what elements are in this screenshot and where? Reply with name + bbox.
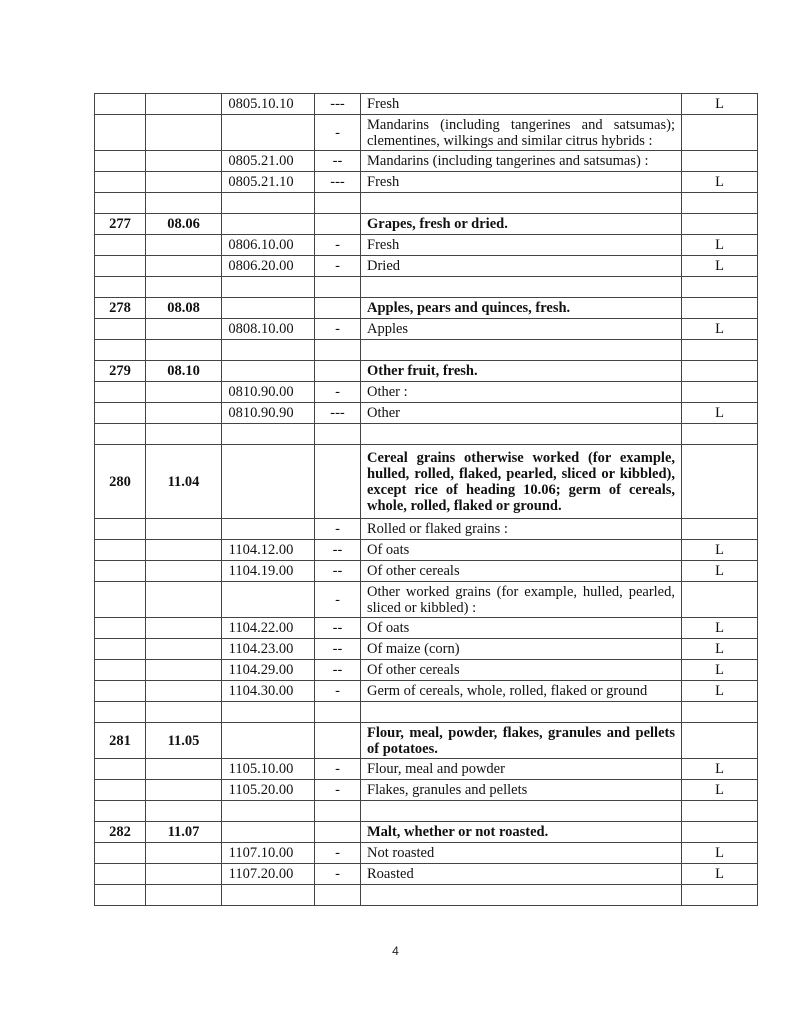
heading-number-cell	[146, 235, 222, 256]
note-cell: L	[682, 235, 758, 256]
hs-code-cell: 1105.10.00	[222, 759, 315, 780]
hs-code-cell: 1107.20.00	[222, 864, 315, 885]
dash-level-cell	[315, 801, 361, 822]
description-cell	[361, 885, 682, 906]
serial-number-cell	[95, 403, 146, 424]
description-cell	[361, 277, 682, 298]
note-cell: L	[682, 864, 758, 885]
note-cell	[682, 424, 758, 445]
serial-number-cell: 280	[95, 445, 146, 519]
heading-number-cell	[146, 277, 222, 298]
description-cell: Other worked grains (for example, hulled, pearled, sliced or kibbled) :	[361, 582, 682, 618]
dash-level-cell: -	[315, 864, 361, 885]
serial-number-cell	[95, 639, 146, 660]
serial-number-cell	[95, 681, 146, 702]
heading-number-cell	[146, 193, 222, 214]
description-cell: Flour, meal and powder	[361, 759, 682, 780]
description-cell: Other :	[361, 382, 682, 403]
heading-number-cell	[146, 864, 222, 885]
dash-level-cell: -	[315, 582, 361, 618]
table-row	[95, 403, 758, 424]
hs-code-cell	[222, 424, 315, 445]
serial-number-cell	[95, 172, 146, 193]
table-row	[95, 759, 758, 780]
heading-number-cell: 11.05	[146, 723, 222, 759]
serial-number-cell	[95, 256, 146, 277]
serial-number-cell	[95, 94, 146, 115]
description-cell: Mandarins (including tangerines and satsumas) :	[361, 151, 682, 172]
dash-level-cell: --	[315, 639, 361, 660]
hs-code-cell: 0806.10.00	[222, 235, 315, 256]
description-cell: Other	[361, 403, 682, 424]
note-cell	[682, 445, 758, 519]
hs-code-cell: 1104.30.00	[222, 681, 315, 702]
heading-number-cell	[146, 424, 222, 445]
heading-number-cell	[146, 681, 222, 702]
heading-number-cell	[146, 702, 222, 723]
hs-code-cell	[222, 519, 315, 540]
note-cell: L	[682, 639, 758, 660]
table-row	[95, 382, 758, 403]
heading-number-cell	[146, 639, 222, 660]
serial-number-cell	[95, 340, 146, 361]
hs-code-cell	[222, 445, 315, 519]
description-cell: Fresh	[361, 172, 682, 193]
description-cell	[361, 193, 682, 214]
note-cell	[682, 885, 758, 906]
serial-number-cell	[95, 319, 146, 340]
hs-code-cell: 0805.21.10	[222, 172, 315, 193]
hs-code-cell	[222, 801, 315, 822]
dash-level-cell: -	[315, 843, 361, 864]
heading-number-cell	[146, 780, 222, 801]
serial-number-cell	[95, 561, 146, 582]
dash-level-cell: -	[315, 256, 361, 277]
description-cell: Apples, pears and quinces, fresh.	[361, 298, 682, 319]
hs-code-cell	[222, 277, 315, 298]
note-cell: L	[682, 561, 758, 582]
serial-number-cell	[95, 115, 146, 151]
note-cell	[682, 723, 758, 759]
serial-number-cell	[95, 864, 146, 885]
hs-code-cell: 0810.90.90	[222, 403, 315, 424]
dash-level-cell	[315, 885, 361, 906]
page-number: 4	[392, 944, 399, 958]
note-cell	[682, 702, 758, 723]
serial-number-cell	[95, 193, 146, 214]
hs-code-cell	[222, 214, 315, 235]
dash-level-cell: ---	[315, 403, 361, 424]
table-row	[95, 540, 758, 561]
dash-level-cell: -	[315, 115, 361, 151]
serial-number-cell	[95, 885, 146, 906]
note-cell	[682, 115, 758, 151]
serial-number-cell: 279	[95, 361, 146, 382]
heading-number-cell	[146, 618, 222, 639]
table-row	[95, 151, 758, 172]
note-cell: L	[682, 403, 758, 424]
hs-code-cell: 1104.29.00	[222, 660, 315, 681]
description-cell: Cereal grains otherwise worked (for example, hulled, rolled, flaked, pearled, sliced or kibbled), except rice of heading 10.06; germ of cereals, whole, rolled, flaked or ground.	[361, 445, 682, 519]
dash-level-cell	[315, 723, 361, 759]
dash-level-cell	[315, 214, 361, 235]
hs-code-cell: 1104.23.00	[222, 639, 315, 660]
hs-code-cell: 0810.90.00	[222, 382, 315, 403]
serial-number-cell: 278	[95, 298, 146, 319]
dash-level-cell: ---	[315, 94, 361, 115]
description-cell: Of oats	[361, 540, 682, 561]
table-row	[95, 822, 758, 843]
heading-number-cell: 08.10	[146, 361, 222, 382]
serial-number-cell	[95, 151, 146, 172]
serial-number-cell: 277	[95, 214, 146, 235]
description-cell: Malt, whether or not roasted.	[361, 822, 682, 843]
heading-number-cell	[146, 256, 222, 277]
dash-level-cell: -	[315, 319, 361, 340]
note-cell: L	[682, 540, 758, 561]
description-cell: Mandarins (including tangerines and satsumas); clementines, wilkings and similar citrus hybrids :	[361, 115, 682, 151]
serial-number-cell	[95, 235, 146, 256]
description-cell: Grapes, fresh or dried.	[361, 214, 682, 235]
dash-level-cell: --	[315, 618, 361, 639]
description-cell	[361, 801, 682, 822]
tariff-table	[94, 93, 758, 906]
dash-level-cell	[315, 277, 361, 298]
dash-level-cell: -	[315, 780, 361, 801]
serial-number-cell	[95, 424, 146, 445]
heading-number-cell: 11.07	[146, 822, 222, 843]
hs-code-cell: 1104.19.00	[222, 561, 315, 582]
tariff-table-body	[95, 94, 758, 906]
dash-level-cell: -	[315, 519, 361, 540]
table-row	[95, 193, 758, 214]
note-cell: L	[682, 780, 758, 801]
dash-level-cell: --	[315, 561, 361, 582]
table-row	[95, 94, 758, 115]
table-row	[95, 172, 758, 193]
serial-number-cell	[95, 519, 146, 540]
table-row	[95, 214, 758, 235]
heading-number-cell	[146, 403, 222, 424]
dash-level-cell	[315, 822, 361, 843]
hs-code-cell	[222, 361, 315, 382]
description-cell	[361, 340, 682, 361]
note-cell: L	[682, 256, 758, 277]
description-cell: Apples	[361, 319, 682, 340]
serial-number-cell	[95, 618, 146, 639]
description-cell: Fresh	[361, 94, 682, 115]
description-cell: Other fruit, fresh.	[361, 361, 682, 382]
hs-code-cell	[222, 340, 315, 361]
description-cell	[361, 702, 682, 723]
heading-number-cell	[146, 660, 222, 681]
note-cell	[682, 298, 758, 319]
table-row	[95, 582, 758, 618]
note-cell	[682, 193, 758, 214]
description-cell: Fresh	[361, 235, 682, 256]
table-row	[95, 885, 758, 906]
description-cell: Rolled or flaked grains :	[361, 519, 682, 540]
serial-number-cell	[95, 780, 146, 801]
description-cell: Of other cereals	[361, 660, 682, 681]
serial-number-cell	[95, 540, 146, 561]
serial-number-cell	[95, 702, 146, 723]
heading-number-cell	[146, 885, 222, 906]
table-row	[95, 780, 758, 801]
hs-code-cell: 0805.21.00	[222, 151, 315, 172]
heading-number-cell	[146, 94, 222, 115]
heading-number-cell: 08.06	[146, 214, 222, 235]
note-cell: L	[682, 172, 758, 193]
table-row	[95, 361, 758, 382]
hs-code-cell	[222, 702, 315, 723]
table-row	[95, 277, 758, 298]
heading-number-cell	[146, 172, 222, 193]
table-row	[95, 660, 758, 681]
heading-number-cell	[146, 843, 222, 864]
table-row	[95, 256, 758, 277]
note-cell: L	[682, 618, 758, 639]
heading-number-cell	[146, 319, 222, 340]
hs-code-cell	[222, 885, 315, 906]
table-row	[95, 340, 758, 361]
description-cell: Not roasted	[361, 843, 682, 864]
heading-number-cell	[146, 382, 222, 403]
serial-number-cell	[95, 759, 146, 780]
table-row	[95, 319, 758, 340]
note-cell	[682, 361, 758, 382]
hs-code-cell: 1107.10.00	[222, 843, 315, 864]
heading-number-cell	[146, 115, 222, 151]
hs-code-cell	[222, 115, 315, 151]
table-row	[95, 298, 758, 319]
hs-code-cell	[222, 723, 315, 759]
heading-number-cell	[146, 561, 222, 582]
table-row	[95, 235, 758, 256]
note-cell	[682, 277, 758, 298]
table-row	[95, 702, 758, 723]
heading-number-cell	[146, 540, 222, 561]
table-row	[95, 723, 758, 759]
table-row	[95, 639, 758, 660]
hs-code-cell: 0808.10.00	[222, 319, 315, 340]
hs-code-cell	[222, 822, 315, 843]
hs-code-cell	[222, 298, 315, 319]
dash-level-cell: ---	[315, 172, 361, 193]
hs-code-cell: 0805.10.10	[222, 94, 315, 115]
description-cell: Germ of cereals, whole, rolled, flaked or ground	[361, 681, 682, 702]
dash-level-cell: -	[315, 759, 361, 780]
note-cell: L	[682, 94, 758, 115]
serial-number-cell	[95, 801, 146, 822]
table-row	[95, 115, 758, 151]
dash-level-cell: -	[315, 235, 361, 256]
table-row	[95, 864, 758, 885]
heading-number-cell	[146, 151, 222, 172]
note-cell	[682, 340, 758, 361]
heading-number-cell	[146, 582, 222, 618]
description-cell	[361, 424, 682, 445]
note-cell: L	[682, 319, 758, 340]
description-cell: Roasted	[361, 864, 682, 885]
serial-number-cell	[95, 382, 146, 403]
note-cell: L	[682, 660, 758, 681]
table-row	[95, 801, 758, 822]
table-row	[95, 424, 758, 445]
serial-number-cell	[95, 843, 146, 864]
note-cell: L	[682, 681, 758, 702]
hs-code-cell	[222, 193, 315, 214]
table-row	[95, 519, 758, 540]
note-cell: L	[682, 843, 758, 864]
serial-number-cell: 282	[95, 822, 146, 843]
table-row	[95, 445, 758, 519]
serial-number-cell	[95, 660, 146, 681]
note-cell	[682, 214, 758, 235]
hs-code-cell	[222, 582, 315, 618]
note-cell	[682, 582, 758, 618]
note-cell	[682, 822, 758, 843]
table-row	[95, 681, 758, 702]
description-cell: Of oats	[361, 618, 682, 639]
serial-number-cell	[95, 582, 146, 618]
dash-level-cell: -	[315, 681, 361, 702]
heading-number-cell	[146, 340, 222, 361]
dash-level-cell	[315, 702, 361, 723]
hs-code-cell: 1105.20.00	[222, 780, 315, 801]
serial-number-cell: 281	[95, 723, 146, 759]
hs-code-cell: 1104.12.00	[222, 540, 315, 561]
dash-level-cell	[315, 340, 361, 361]
description-cell: Flour, meal, powder, flakes, granules and pellets of potatoes.	[361, 723, 682, 759]
dash-level-cell	[315, 424, 361, 445]
dash-level-cell: --	[315, 540, 361, 561]
description-cell: Dried	[361, 256, 682, 277]
serial-number-cell	[95, 277, 146, 298]
dash-level-cell: --	[315, 151, 361, 172]
table-row	[95, 843, 758, 864]
dash-level-cell	[315, 361, 361, 382]
note-cell	[682, 519, 758, 540]
table-row	[95, 618, 758, 639]
heading-number-cell: 11.04	[146, 445, 222, 519]
description-cell: Of other cereals	[361, 561, 682, 582]
description-cell: Of maize (corn)	[361, 639, 682, 660]
note-cell	[682, 151, 758, 172]
heading-number-cell: 08.08	[146, 298, 222, 319]
dash-level-cell	[315, 193, 361, 214]
dash-level-cell	[315, 298, 361, 319]
hs-code-cell: 1104.22.00	[222, 618, 315, 639]
dash-level-cell	[315, 445, 361, 519]
heading-number-cell	[146, 519, 222, 540]
note-cell	[682, 382, 758, 403]
heading-number-cell	[146, 759, 222, 780]
description-cell: Flakes, granules and pellets	[361, 780, 682, 801]
table-row	[95, 561, 758, 582]
note-cell	[682, 801, 758, 822]
hs-code-cell: 0806.20.00	[222, 256, 315, 277]
note-cell: L	[682, 759, 758, 780]
dash-level-cell: --	[315, 660, 361, 681]
dash-level-cell: -	[315, 382, 361, 403]
heading-number-cell	[146, 801, 222, 822]
